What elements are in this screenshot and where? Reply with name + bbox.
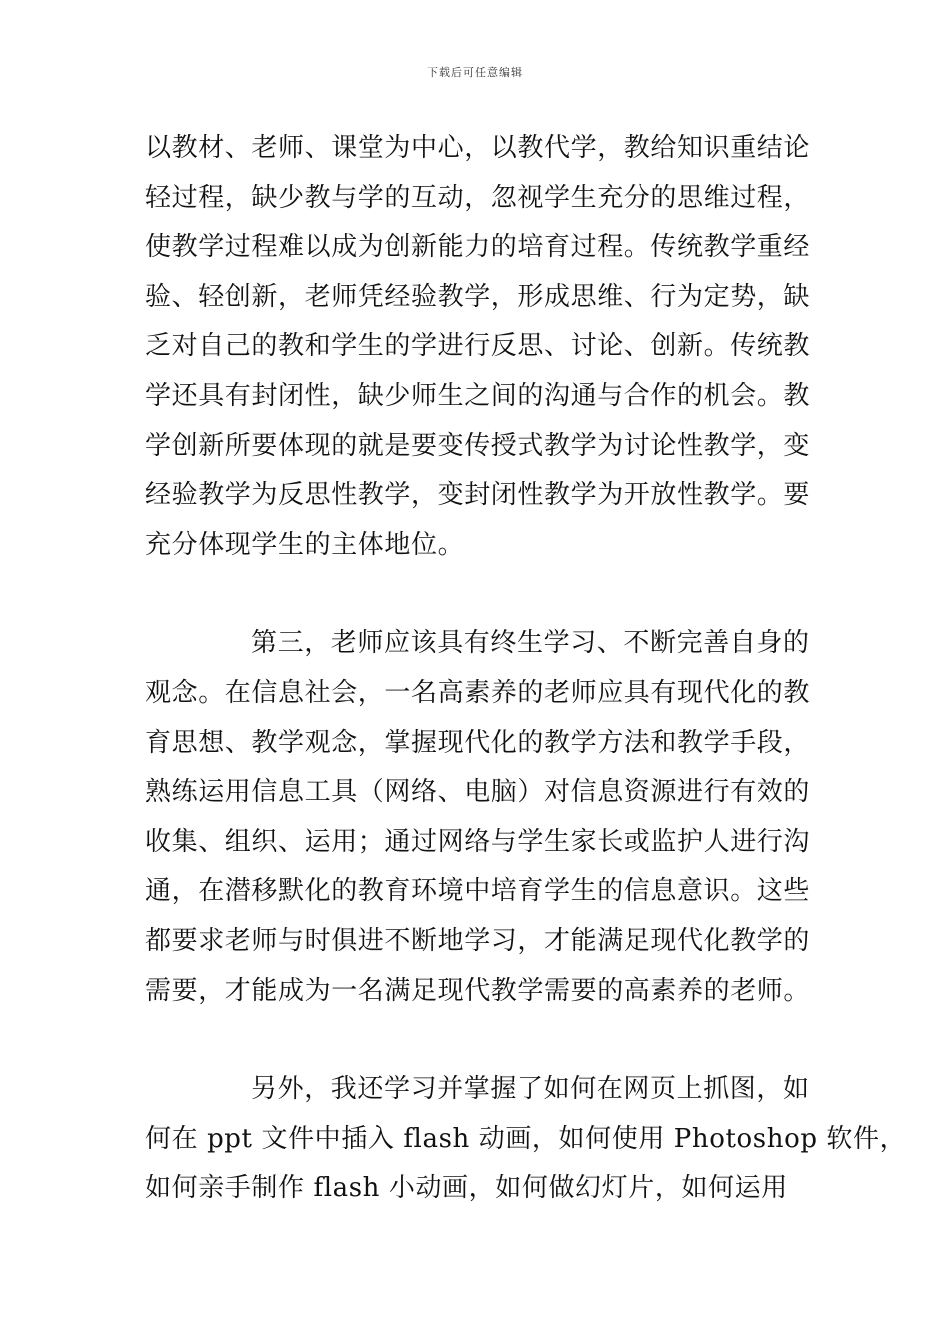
- paragraph-2: [145, 619, 815, 1016]
- text-line: 以教材、老师、课堂为中心，以教代学，教给知识重结论: [145, 133, 811, 163]
- text-line: 学创新所要体现的就是要变传授式教学为讨论性教学，变: [145, 430, 811, 461]
- text-line: 需要，才能成为一名满足现代教学需要的高素养的老师。: [145, 975, 811, 1006]
- paragraph-spacer: [145, 570, 815, 619]
- text-line: 收集、组织、运用；通过网络与学生家长或监护人进行沟: [145, 826, 811, 857]
- text-line: 何在 ppt 文件中插入 flash 动画，如何使用 Photoshop 软件，: [145, 1123, 907, 1154]
- text-line: 学还具有封闭性，缺少师生之间的沟通与合作的机会。教: [145, 380, 811, 411]
- paragraph-spacer: [145, 1016, 815, 1065]
- text-line: 如何亲手制作 flash 小动画，如何做幻灯片，如何运用: [145, 1173, 788, 1204]
- page-header-note: 下载后可任意编辑: [427, 66, 523, 79]
- text-line: 使教学过程难以成为创新能力的培育过程。传统教学重经: [145, 232, 811, 263]
- text-line: 通，在潜移默化的教育环境中培育学生的信息意识。这些: [145, 876, 811, 907]
- text-line: 验、轻创新，老师凭经验教学，形成思维、行为定势，缺: [145, 281, 811, 312]
- text-line: 充分体现学生的主体地位。: [145, 529, 465, 560]
- text-line: 育思想、教学观念，掌握现代化的教学方法和教学手段，: [145, 727, 811, 758]
- text-line: 第三，老师应该具有终生学习、不断完善自身的: [251, 628, 810, 659]
- text-line: 熟练运用信息工具（网络、电脑）对信息资源进行有效的: [145, 777, 811, 808]
- text-line: 另外，我还学习并掌握了如何在网页上抓图，如: [251, 1074, 810, 1105]
- paragraph-3: [145, 1065, 907, 1214]
- text-line: 观念。在信息社会，一名高素养的老师应具有现代化的教: [145, 677, 811, 708]
- text-line: 都要求老师与时俱进不断地学习，才能满足现代化教学的: [145, 925, 811, 956]
- document-body: [145, 124, 907, 1214]
- text-line: 轻过程，缺少教与学的互动，忽视学生充分的思维过程，: [145, 182, 811, 213]
- text-line: 乏对自己的教和学生的学进行反思、讨论、创新。传统教: [145, 331, 811, 362]
- text-line: 经验教学为反思性教学，变封闭性教学为开放性教学。要: [145, 480, 811, 511]
- paragraph-1: [145, 124, 815, 570]
